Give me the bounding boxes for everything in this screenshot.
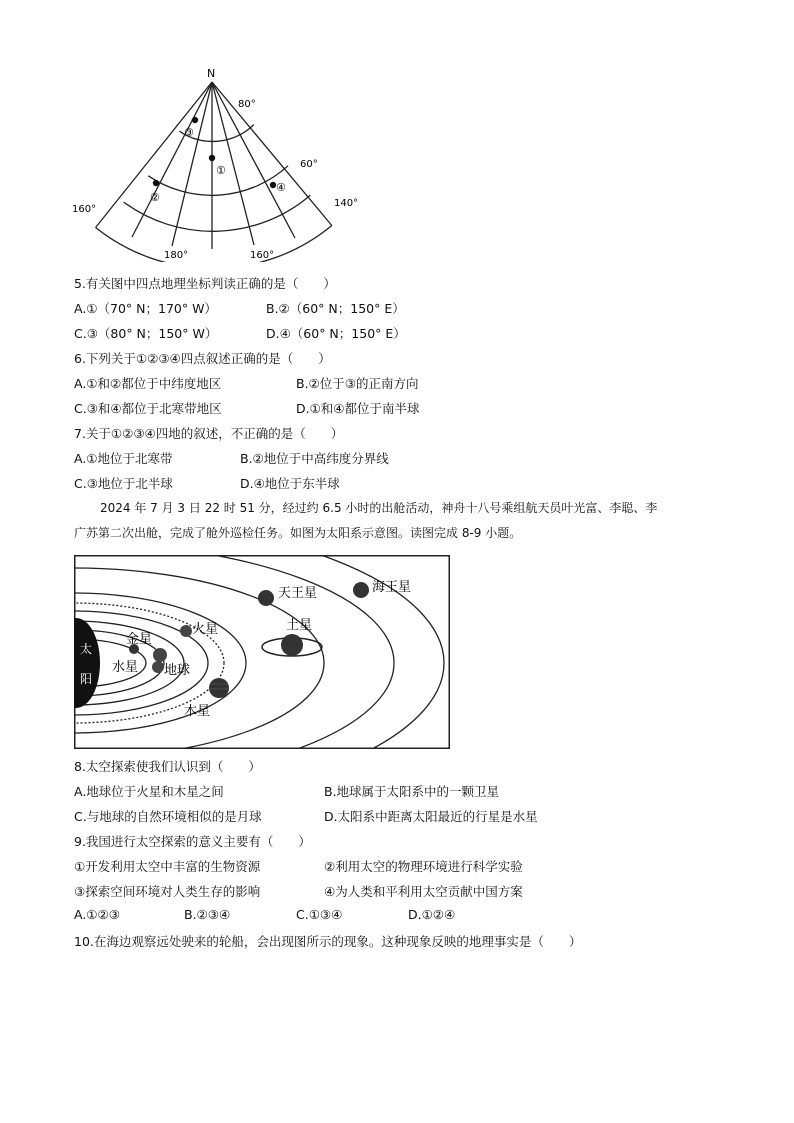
q5-option-b: B.②（60° N；150° E） — [266, 301, 405, 316]
earth-label: 地球 — [164, 663, 191, 678]
venus-label: 金星 — [126, 632, 153, 647]
q6-option-d: D.①和④都位于南半球 — [296, 401, 420, 416]
mercury-label: 水星 — [112, 660, 139, 675]
saturn-label: 土星 — [286, 618, 313, 633]
q6-option-b: B.②位于③的正南方向 — [296, 376, 419, 391]
lon-label-right: 140° — [334, 198, 359, 209]
point-3-label: ③ — [184, 126, 194, 139]
lon-label-180: 180° — [164, 250, 189, 261]
q7-option-b: B.②地位于中高纬度分界线 — [240, 451, 389, 466]
point-2-dot — [153, 180, 159, 186]
point-3-dot — [192, 117, 198, 123]
lon-label-left: 160° — [72, 204, 97, 215]
point-4-label: ④ — [276, 181, 286, 194]
q5-option-c: C.③（80° N；150° W） — [74, 326, 218, 341]
jupiter-label: 木星 — [184, 704, 211, 719]
sun-label-2: 阳 — [80, 672, 93, 686]
uranus-label: 天王星 — [278, 586, 318, 601]
neptune-label: 海王星 — [372, 580, 412, 595]
q6-option-a: A.①和②都位于中纬度地区 — [74, 376, 222, 391]
q5-stem: 5.有关图中四点地理坐标判读正确的是（ ） — [74, 276, 336, 291]
uranus-icon — [258, 590, 274, 606]
saturn-icon — [281, 634, 303, 656]
q5-option-d: D.④（60° N；150° E） — [266, 326, 406, 341]
q7-option-a: A.①地位于北寒带 — [74, 451, 173, 466]
lat-label-80: 80° — [238, 99, 256, 110]
q6-option-c: C.③和④都位于北寒带地区 — [74, 401, 222, 416]
q9-statement-4: ④为人类和平利用太空贡献中国方案 — [324, 884, 523, 899]
q9-option-d: D.①②④ — [408, 907, 456, 922]
point-1-dot — [209, 155, 215, 161]
q8-option-b: B.地球属于太阳系中的一颗卫星 — [324, 784, 500, 799]
q9-statement-2: ②利用太空的物理环境进行科学实验 — [324, 859, 523, 874]
q9-option-b: B.②③④ — [184, 907, 231, 922]
point-1-label: ① — [216, 164, 226, 177]
lon-label-160: 160° — [250, 250, 275, 261]
q8-option-d: D.太阳系中距离太阳最近的行星是水星 — [324, 809, 538, 824]
polar-coordinate-map — [60, 62, 380, 262]
q9-statement-1: ①开发利用太空中丰富的生物资源 — [74, 859, 261, 874]
passage-line-2: 广苏第二次出舱，完成了舱外巡检任务。如图为太阳系示意图。读图完成 8-9 小题。 — [74, 526, 522, 540]
earth-icon — [152, 661, 164, 673]
lat-label-60: 60° — [300, 159, 318, 170]
q7-option-d: D.④地位于东半球 — [240, 476, 340, 491]
q8-option-a: A.地球位于火星和木星之间 — [74, 784, 224, 799]
q8-stem: 8.太空探索使我们认识到（ ） — [74, 759, 261, 774]
sun-label-1: 太 — [80, 642, 93, 656]
q7-option-c: C.③地位于北半球 — [74, 476, 173, 491]
q10-stem: 10.在海边观察远处驶来的轮船，会出现图所示的现象。这种现象反映的地理事实是（ ） — [74, 934, 582, 949]
q9-statement-3: ③探索空间环境对人类生存的影响 — [74, 884, 261, 899]
solar-system-diagram — [74, 555, 450, 749]
point-2-label: ② — [150, 191, 160, 204]
neptune-icon — [353, 582, 369, 598]
q6-stem: 6.下列关于①②③④四点叙述正确的是（ ） — [74, 351, 331, 366]
mars-label: 火星 — [192, 622, 219, 637]
q9-stem: 9.我国进行太空探索的意义主要有（ ） — [74, 834, 311, 849]
mars-icon — [180, 625, 192, 637]
q9-option-a: A.①②③ — [74, 907, 120, 922]
jupiter-icon — [209, 678, 229, 698]
q5-option-a: A.①（70° N；170° W） — [74, 301, 217, 316]
q7-stem: 7.关于①②③④四地的叙述，不正确的是（ ） — [74, 426, 344, 441]
q8-option-c: C.与地球的自然环境相似的是月球 — [74, 809, 262, 824]
north-label: N — [207, 67, 216, 80]
q9-option-c: C.①③④ — [296, 907, 343, 922]
passage-line-1: 2024 年 7 月 3 日 22 时 51 分，经过约 6.5 小时的出舱活动，神舟十八号乘组航天员叶光富、李聪、李 — [100, 501, 658, 515]
venus-icon — [153, 648, 167, 662]
